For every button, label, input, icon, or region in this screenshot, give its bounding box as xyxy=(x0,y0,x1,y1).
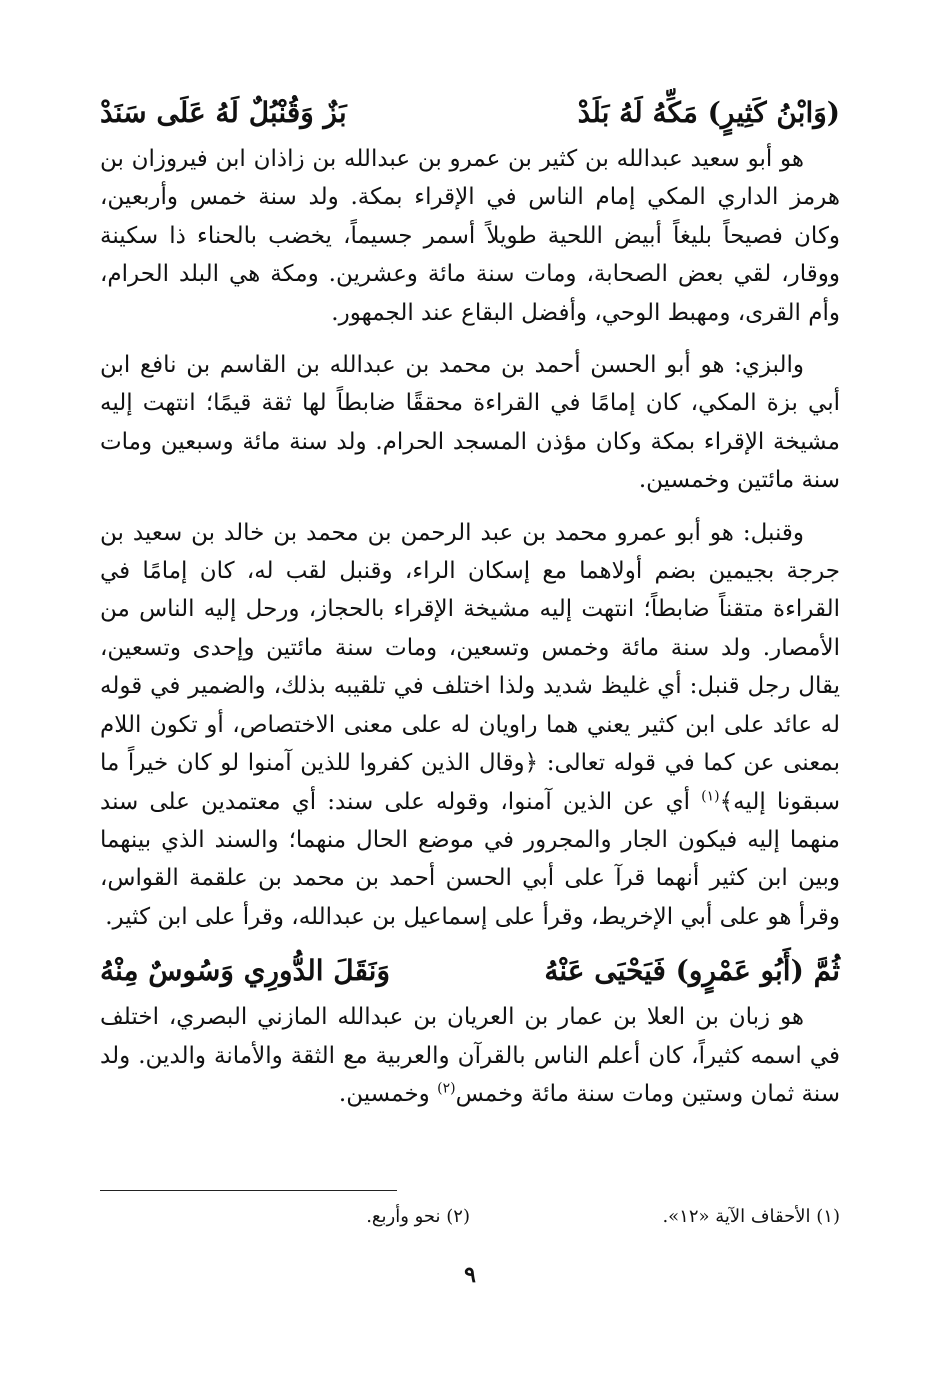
footnote-2: (٢) نحو وأربع. xyxy=(366,1206,470,1227)
verse-hemistich-first: (وَابْنُ كَثِيرٍ) مَكِّهُ لَهُ بَلَدْ xyxy=(577,96,840,129)
paragraph-ibn-kathir: هو أبو سعيد عبدالله بن كثير بن عمرو بن عبدالله بن زاذان ابن فيروزان بن هرمز الداري المكي إمام الناس في الإقراء بمكة. ولد سنة خمس وأربعين، وكان فصيحاً بليغاً أبيض اللحية طويلاً أسمر جسيماً، يخضب بالحناء ذا سكينة ووقار، لقي بعض الصحابة، ومات سنة مائة وعشرين. ومكة هي البلد الحرام، وأم القرى، ومهبط الوحي، وأفضل البقاع عند الجمهور. xyxy=(100,146,840,326)
footnote-1: (١) الأحقاف الآية «١٢». xyxy=(662,1206,840,1227)
footnote-reference: (٢) xyxy=(437,1080,456,1097)
paragraph-text: هو زبان بن العلا بن عمار بن العريان بن عبدالله المازني البصري، اختلف في اسمه كثيراً، كان أعلم الناس بالقرآن والعربية مع الثقة والأمانة والدين. ولد سنة ثمان وستين ومات سنة مائة وخمس xyxy=(100,1004,840,1107)
footnote-reference: (١) xyxy=(701,787,720,804)
verse-hemistich-second: بَزٌ وَقُنْبُلٌ لَهُ عَلَى سَنَدْ xyxy=(100,96,347,129)
paragraph-text: وخمسين. xyxy=(338,1080,438,1107)
paragraph-abu-amr xyxy=(100,998,840,1113)
paragraph-text: أي عن الذين آمنوا، وقوله على سند: أي معتمدين على سند منهما إليه فيكون الجار والمجرور في موضع الحال منهما؛ والسند الذي بينهما وبين ابن كثير أنهما قرآ على أبي الحسن أحمد بن محمد بن علقمة القواس، وقرأ هو على أبي الإخريط، وقرأ على إسماعيل بن عبدالله، وقرأ على ابن كثير. xyxy=(100,788,840,930)
paragraph-text: وقنبل: هو أبو عمرو محمد بن عبد الرحمن بن محمد بن خالد بن سعيد بن جرجة بجيمين بضم أولاهما مع إسكان الراء، وقنبل لقب له، كان إمامًا في القراءة متقناً ضابطاً؛ انتهت إليه مشيخة الإقراء بالحجاز، ورحل إليه الناس من الأمصار. ولد سنة مائة وخمس وتسعين، ومات سنة مائتين وإحدى وتسعين، يقال رجل قنبل: أي غليظ شديد ولذا اختلف في تلقيبه بذلك، والضمير في قوله له عائد على ابن كثير يعني هما راويان له على معنى الاختصاص، أو تكون اللام بمعنى عن كما في قوله تعالى: ﴿وقال الذين كفروا للذين آمنوا لو كان خيراً ما سبقونا إليه﴾ xyxy=(100,519,840,815)
page-number: ٩ xyxy=(464,1262,476,1288)
footnote-divider xyxy=(100,1190,397,1191)
paragraph-al-bazzi: والبزي: هو أبو الحسن أحمد بن محمد بن عبدالله بن القاسم بن نافع ابن أبي بزة المكي، كان إمامًا في القراءة محققًا ضابطاً لها ثقة قيمًا؛ انتهت إليه مشيخة الإقراء بمكة وكان مؤذن المسجد الحرام. ولد سنة مائة وسبعين ومات سنة مائتين وخمسين. xyxy=(100,352,840,494)
verse-hemistich-first: ثُمَّ (أَبُو عَمْرٍو) فَيَحْيَى عَنْهُ xyxy=(544,954,840,988)
paragraph-qunbul xyxy=(100,514,840,936)
verse-line-1 xyxy=(100,88,840,138)
footnotes xyxy=(100,1204,840,1230)
verse-line-2 xyxy=(100,946,840,996)
verse-hemistich-second: وَنَقَلَ الدُّورِي وَسُوسٌ مِنْهُ xyxy=(100,954,390,988)
